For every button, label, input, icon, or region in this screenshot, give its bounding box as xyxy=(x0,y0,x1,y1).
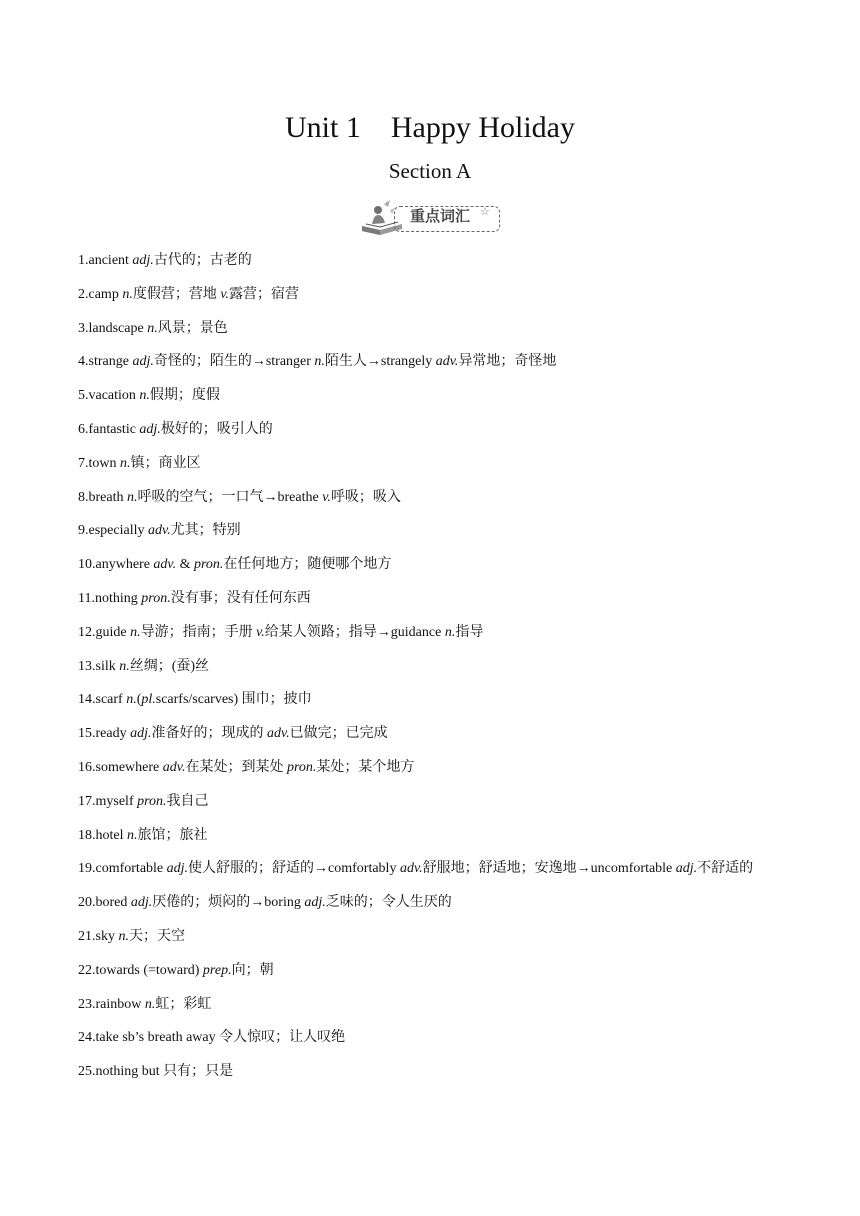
vocab-text: 尤其；特别 xyxy=(170,523,241,539)
part-of-speech: n. xyxy=(139,388,150,404)
vocab-item xyxy=(78,988,798,1022)
vocab-item xyxy=(78,514,798,548)
part-of-speech: n. xyxy=(314,354,325,370)
vocab-text: 露营；宿营 xyxy=(229,286,300,302)
part-of-speech: n. xyxy=(122,286,133,302)
part-of-speech: n. xyxy=(120,455,131,471)
vocab-item xyxy=(78,379,798,413)
part-of-speech: adv. xyxy=(153,557,177,573)
vocab-text: 9.especially xyxy=(78,523,148,539)
vocab-text: 给某人领路；指导→guidance xyxy=(264,624,445,640)
vocab-text: 丝绸；(蚕)丝 xyxy=(129,658,210,674)
vocab-text: 异常地；奇怪地 xyxy=(458,354,557,370)
vocab-text: 旅馆；旅社 xyxy=(137,827,208,843)
vocab-item xyxy=(78,1055,798,1089)
vocab-item xyxy=(78,886,798,920)
vocab-text: 18.hotel xyxy=(78,827,127,843)
vocab-text: 导游；指南；手册 xyxy=(140,624,257,640)
part-of-speech: adj. xyxy=(132,253,154,268)
vocab-text: 度假营；营地 xyxy=(132,286,221,302)
vocab-item xyxy=(78,413,798,447)
vocab-text: 25.nothing but 只有；只是 xyxy=(78,1064,234,1080)
vocab-text: & xyxy=(176,557,194,573)
vocab-text: 17.myself xyxy=(78,793,138,809)
part-of-speech: v. xyxy=(256,624,265,640)
vocab-text: 在某处；到某处 xyxy=(185,759,287,775)
part-of-speech: n. xyxy=(126,489,138,505)
part-of-speech: n. xyxy=(126,692,137,708)
vocab-text: 奇怪的；陌生的→stranger xyxy=(153,354,315,370)
part-of-speech: n. xyxy=(130,624,141,640)
badge-label: 重点词汇 xyxy=(410,207,471,225)
part-of-speech: adj. xyxy=(130,895,153,911)
star-icon: ☆ xyxy=(480,206,490,218)
part-of-speech: adj. xyxy=(675,861,698,877)
vocab-text: 向；朝 xyxy=(231,962,274,978)
vocab-text: 24.take sb’s breath away 令人惊叹；让人叹绝 xyxy=(78,1030,346,1046)
part-of-speech: pron. xyxy=(141,590,171,606)
vocab-text: 舒服地；舒适地；安逸地→uncomfortable xyxy=(422,861,676,877)
vocab-text: 7.town xyxy=(78,455,120,471)
unit-name: Happy Holiday xyxy=(390,111,575,144)
vocab-text: 20.bored xyxy=(78,895,131,911)
vocab-text: 陌生人→strangely xyxy=(324,354,436,370)
vocab-text: 6.fantastic xyxy=(78,421,140,437)
vocab-text: 10.anywhere xyxy=(78,557,154,573)
vocab-text: 呼吸的空气；一口气→breathe xyxy=(137,489,323,505)
section-heading: Section A xyxy=(388,159,472,183)
vocab-item xyxy=(78,244,798,278)
vocab-text: 不舒适的 xyxy=(697,861,754,877)
vocab-item xyxy=(78,582,798,616)
part-of-speech: v. xyxy=(220,286,230,302)
key-vocabulary-badge xyxy=(358,196,502,238)
part-of-speech: n. xyxy=(144,996,156,1012)
vocab-text: 21.sky xyxy=(78,928,119,944)
part-of-speech: pron. xyxy=(137,793,167,809)
vocab-text: 2.camp xyxy=(78,286,123,302)
vocab-text: 5.vacation xyxy=(78,388,140,404)
vocab-text: 19.comfortable xyxy=(78,861,167,877)
vocab-text: 厌倦的；烦闷的→boring xyxy=(152,895,305,911)
vocab-text: 8.breath xyxy=(78,489,127,505)
vocab-text: 虹；彩虹 xyxy=(155,996,212,1012)
part-of-speech: pl. xyxy=(141,692,156,708)
vocab-text: 12.guide xyxy=(78,624,131,640)
vocab-item xyxy=(78,717,798,751)
part-of-speech: adv. xyxy=(435,354,459,370)
part-of-speech: n. xyxy=(119,658,130,674)
part-of-speech: adv. xyxy=(147,523,171,539)
part-of-speech: adj. xyxy=(130,726,152,742)
part-of-speech: adj. xyxy=(166,861,189,877)
part-of-speech: adj. xyxy=(139,421,161,437)
vocab-text: 4.strange xyxy=(78,354,133,370)
vocab-text: 极好的；吸引人的 xyxy=(160,421,273,437)
vocab-text: 天；天空 xyxy=(128,928,185,944)
vocab-item xyxy=(78,481,798,515)
vocab-text: 我自己 xyxy=(166,793,209,809)
vocab-text: 22.towards (=toward) xyxy=(78,962,203,978)
vocab-text: 指导 xyxy=(455,624,484,640)
vocab-text: 16.somewhere xyxy=(78,759,163,775)
vocab-item xyxy=(78,819,798,853)
vocab-text: 风景；景色 xyxy=(157,320,228,336)
vocab-item xyxy=(78,683,798,717)
vocab-text: 某处；某个地方 xyxy=(316,759,415,775)
vocab-item xyxy=(78,616,798,650)
part-of-speech: adj. xyxy=(304,895,326,911)
vocab-text: scarfs/scarves) 围巾；披巾 xyxy=(155,692,312,708)
vocab-item xyxy=(78,920,798,954)
vocab-text: 乏味的；令人生厌的 xyxy=(325,895,452,911)
vocab-text: 13.silk xyxy=(78,658,120,674)
part-of-speech: n. xyxy=(118,928,129,944)
vocab-text: 使人舒服的；舒适的→comfortably xyxy=(188,861,400,877)
part-of-speech: n. xyxy=(147,320,158,336)
part-of-speech: n. xyxy=(127,827,138,843)
vocab-item xyxy=(78,312,798,346)
vocab-item xyxy=(78,751,798,785)
vocab-item xyxy=(78,447,798,481)
vocab-text: 呼吸；吸入 xyxy=(330,489,401,505)
vocab-item xyxy=(78,785,798,819)
vocab-text: 假期；度假 xyxy=(149,388,220,404)
vocab-text: 11.nothing xyxy=(78,590,142,606)
part-of-speech: v. xyxy=(322,489,331,505)
part-of-speech: adv. xyxy=(162,759,186,775)
part-of-speech: adj. xyxy=(132,354,154,370)
part-of-speech: n. xyxy=(444,624,456,640)
vocab-text: 已做完；已完成 xyxy=(289,726,388,742)
vocab-text: 准备好的；现成的 xyxy=(151,726,267,742)
vocab-item xyxy=(78,954,798,988)
part-of-speech: pron. xyxy=(194,557,224,573)
unit-number: Unit 1 xyxy=(285,111,361,144)
vocab-text: 在任何地方；随便哪个地方 xyxy=(223,557,392,573)
vocab-item xyxy=(78,278,798,312)
part-of-speech: adv. xyxy=(266,726,290,742)
vocab-text: ( xyxy=(136,692,142,708)
vocabulary-list xyxy=(78,244,798,1089)
part-of-speech: adv. xyxy=(399,861,423,877)
vocab-text: 14.scarf xyxy=(78,692,127,708)
part-of-speech: pron. xyxy=(286,759,317,775)
page-title xyxy=(0,108,860,148)
vocab-item xyxy=(78,852,798,886)
vocab-item xyxy=(78,650,798,684)
vocab-item xyxy=(78,548,798,582)
vocab-text: 古代的；古老的 xyxy=(153,253,252,268)
vocab-text: 3.landscape xyxy=(78,320,148,336)
vocab-text: 1.ancient xyxy=(78,253,133,268)
vocab-text: 15.ready xyxy=(78,726,131,742)
vocab-text: 没有事；没有任何东西 xyxy=(170,590,311,606)
vocab-text: 镇；商业区 xyxy=(130,455,201,471)
vocab-item xyxy=(78,1021,798,1055)
vocab-text: 23.rainbow xyxy=(78,996,145,1012)
vocab-item xyxy=(78,345,798,379)
part-of-speech: prep. xyxy=(202,962,232,978)
